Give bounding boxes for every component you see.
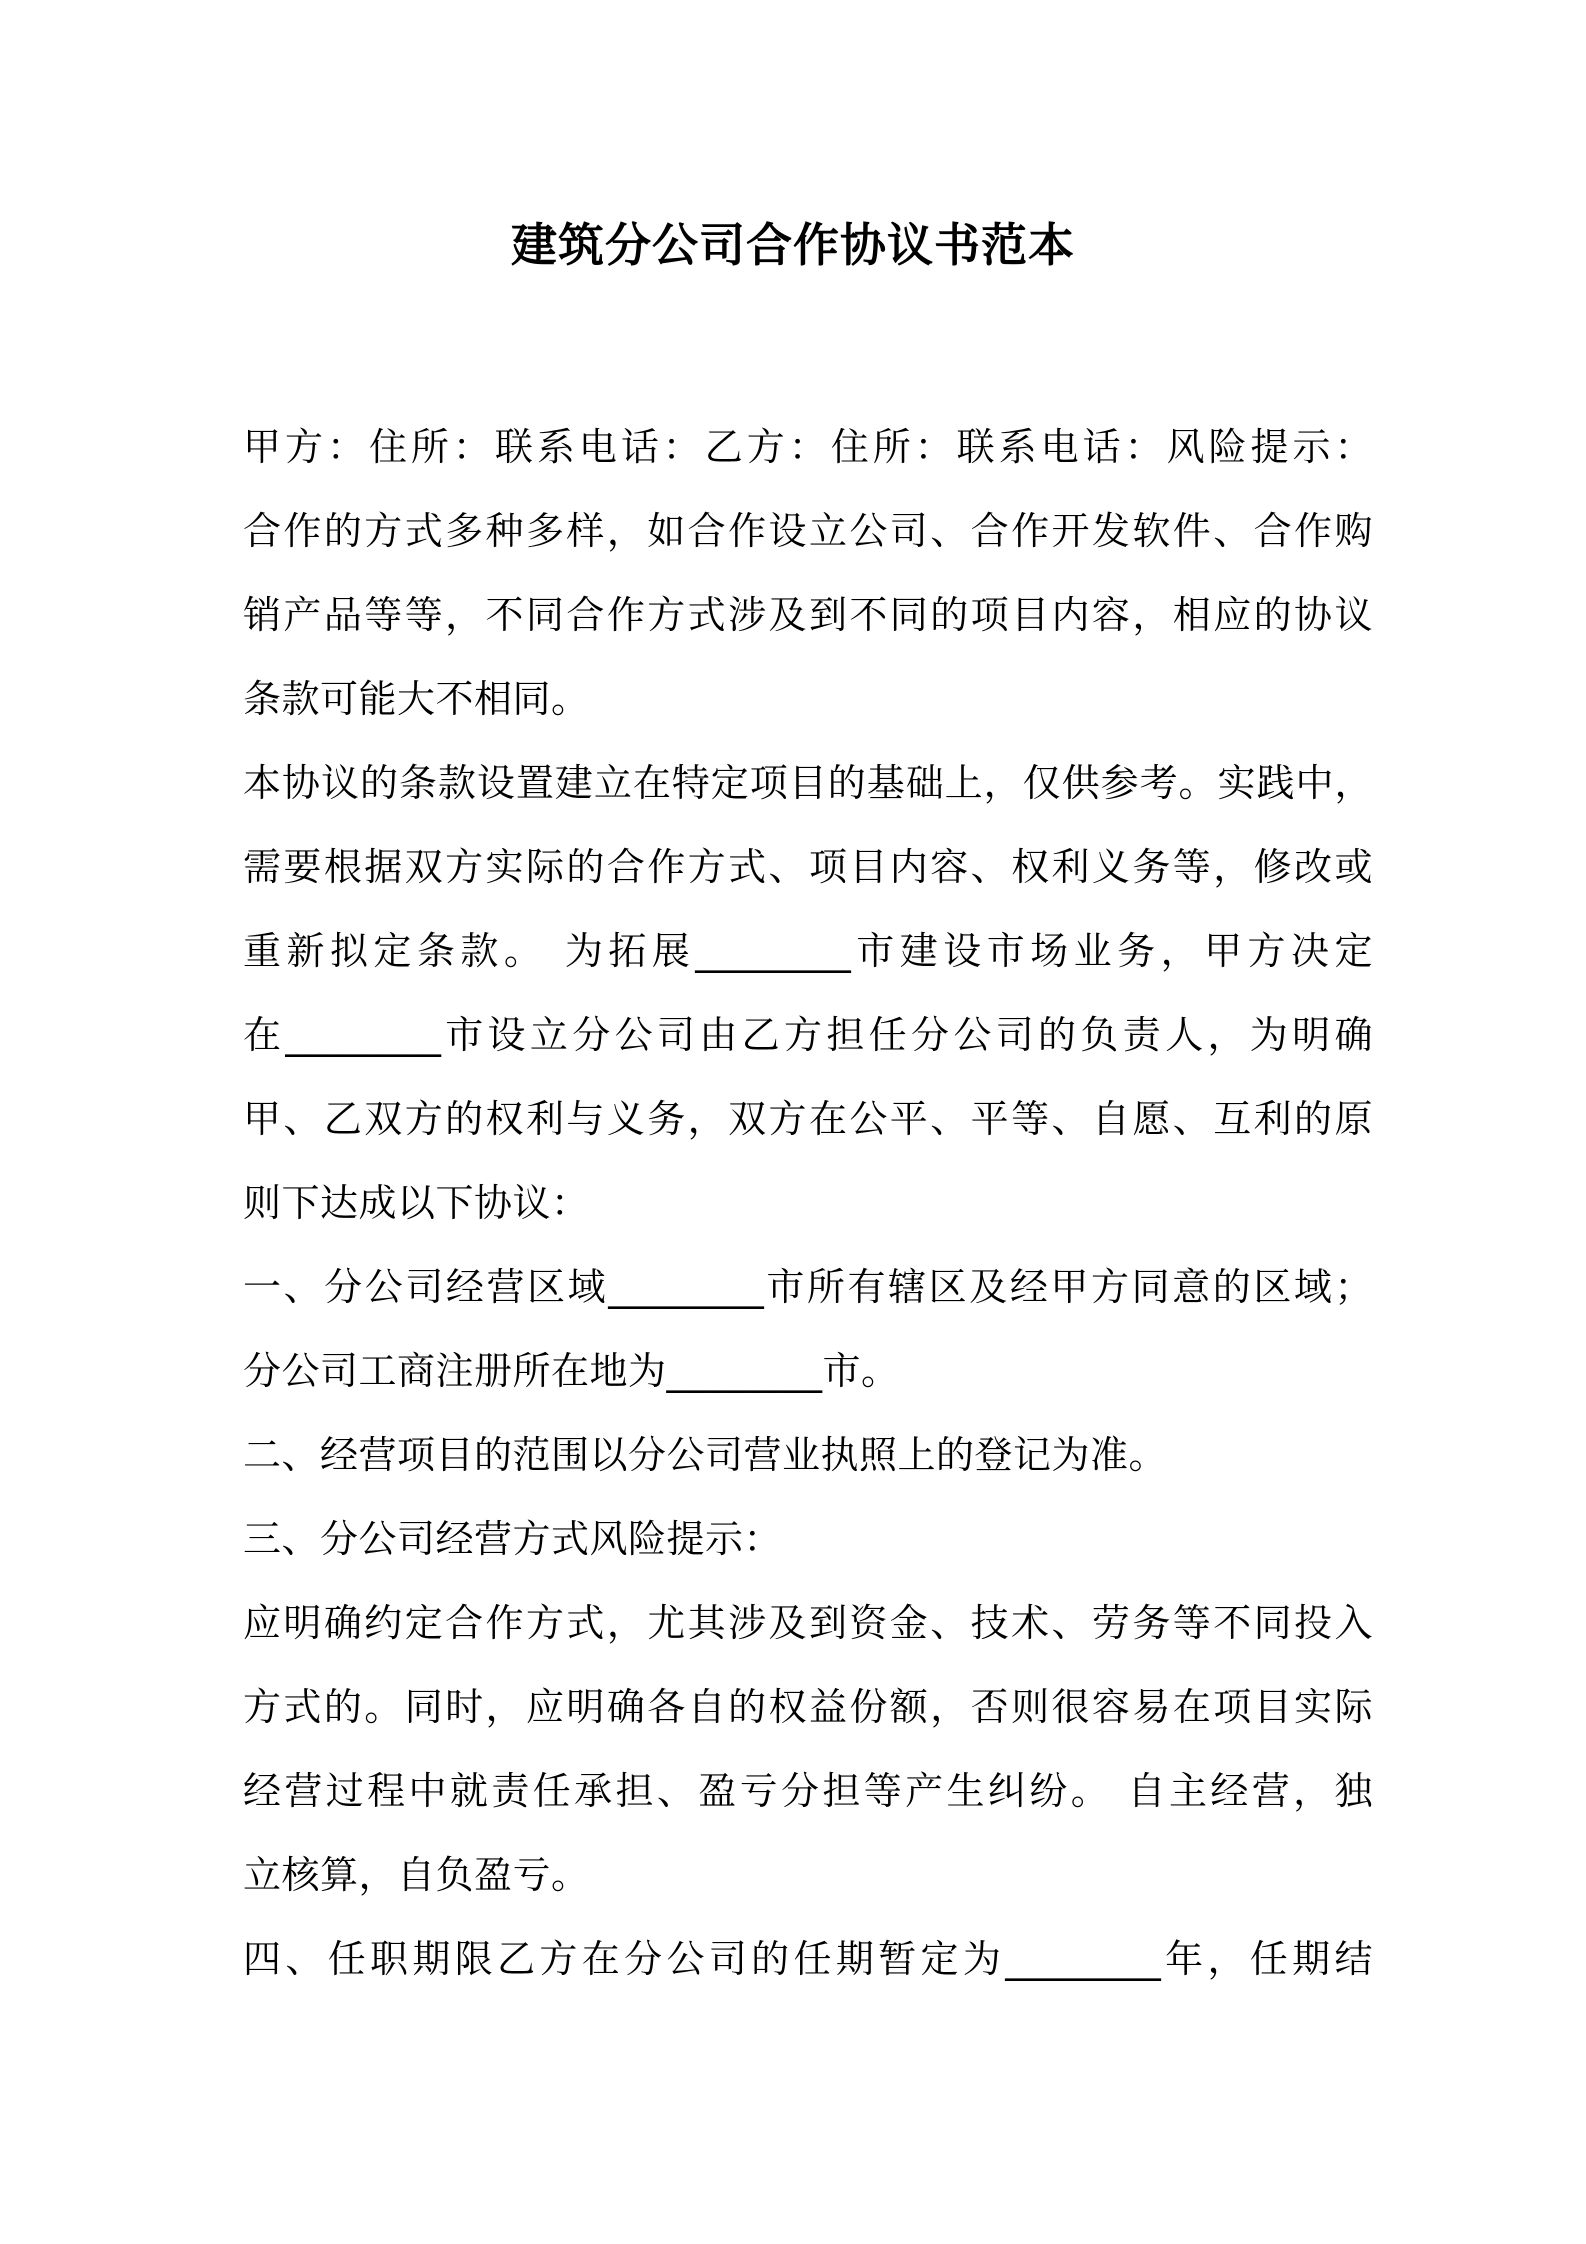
text-line: 方式的。同时，应明确各自的权益份额，否则很容易在项目实际 (243, 1685, 1373, 1729)
text-line: 经营过程中就责任承担、盈亏分担等产生纠纷。 自主经营，独 (243, 1769, 1373, 1813)
text-line: 在________市设立分公司由乙方担任分公司的负责人，为明确 (243, 1013, 1373, 1057)
text-line: 条款可能大不相同。 (243, 677, 590, 721)
text-line: 立核算，自负盈亏。 (243, 1853, 590, 1897)
clause-2-line: 二、经营项目的范围以分公司营业执照上的登记为准。 (243, 1433, 1168, 1477)
text-line: 甲、乙双方的权利与义务，双方在公平、平等、自愿、互利的原 (243, 1097, 1373, 1141)
clause-3-line: 三、分公司经营方式风险提示： (243, 1517, 783, 1561)
document-body (243, 405, 1373, 2001)
text-line: 需要根据双方实际的合作方式、项目内容、权利义务等，修改或 (243, 845, 1373, 889)
text-line: 合作的方式多种多样，如合作设立公司、合作开发软件、合作购 (243, 509, 1373, 553)
text-line: 应明确约定合作方式，尤其涉及到资金、技术、劳务等不同投入 (243, 1601, 1373, 1645)
party-info-line: 甲方：住所：联系电话：乙方：住所：联系电话：风险提示： (243, 425, 1373, 469)
text-line: 销产品等等，不同合作方式涉及到不同的项目内容，相应的协议 (243, 593, 1373, 637)
text-line: 重新拟定条款。 为拓展________市建设市场业务，甲方决定 (243, 929, 1373, 973)
document-title: 建筑分公司合作协议书范本 (511, 218, 1075, 272)
text-line: 则下达成以下协议： (243, 1181, 590, 1225)
clause-1-line: 一、分公司经营区域________市所有辖区及经甲方同意的区域； (243, 1265, 1373, 1309)
clause-4-line: 四、任职期限乙方在分公司的任期暂定为________年，任期结 (243, 1937, 1373, 1981)
text-line: 分公司工商注册所在地为________市。 (243, 1349, 900, 1393)
text-line: 本协议的条款设置建立在特定项目的基础上，仅供参考。实践中， (243, 761, 1373, 805)
